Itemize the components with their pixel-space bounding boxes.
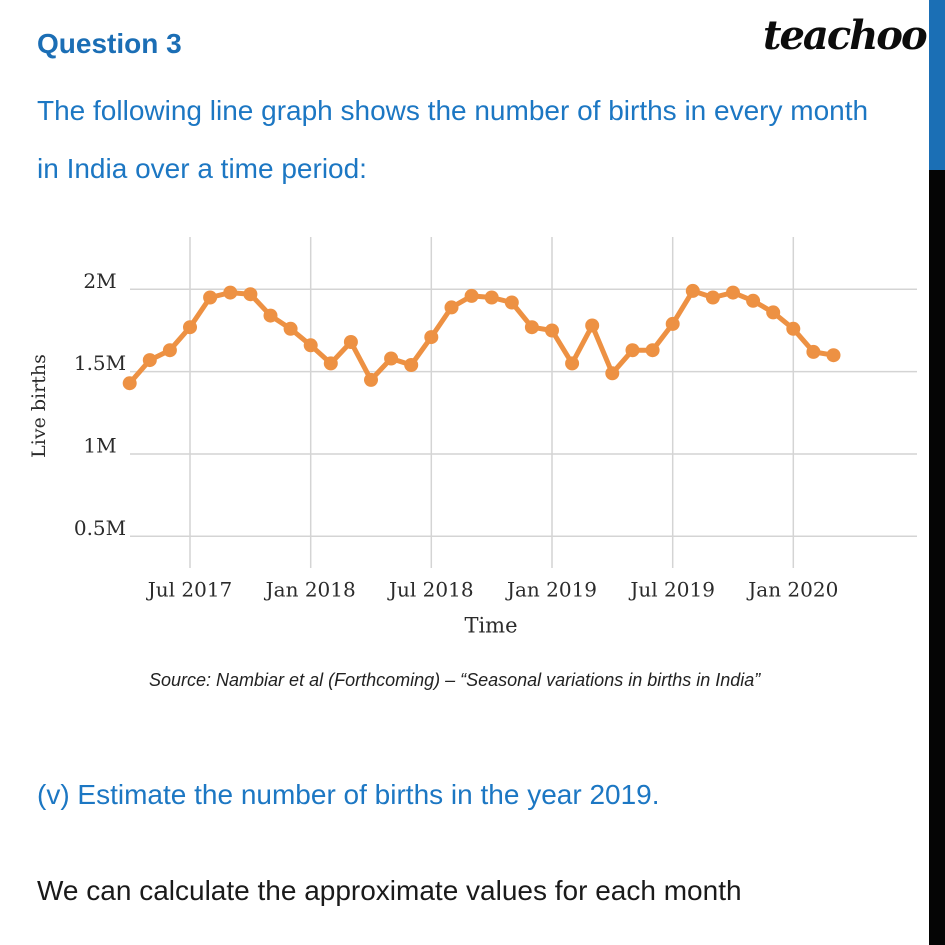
chart-point [284,322,298,336]
intro-paragraph [37,82,868,198]
x-axis-title: Time [464,613,518,638]
chart-point [485,291,499,305]
chart-point [424,330,438,344]
chart-line [130,291,834,383]
chart-point [183,320,197,334]
chart-point [626,343,640,357]
sub-question-v: (v) Estimate the number of births in the year 2019. [37,779,660,810]
x-axis-tick-label: Jan 2018 [265,577,356,602]
chart-source-citation: Source: Nambiar et al (Forthcoming) – “Seasonal variations in births in India” [149,670,761,690]
chart-point [123,376,137,390]
x-axis-tick-label: Jan 2019 [506,577,598,602]
chart-point [585,319,599,333]
answer-intro-line: We can calculate the approximate values for each month [37,875,742,906]
chart-point [264,309,278,323]
chart-point [786,322,800,336]
chart-point [605,366,619,380]
chart-point [344,335,358,349]
x-axis-tick-label: Jan 2020 [748,577,839,602]
chart-point [646,343,660,357]
y-axis-title: Live births [28,354,50,458]
chart-point [143,353,157,367]
chart-point [565,356,579,370]
x-axis-tick-label: Jul 2018 [389,577,474,602]
chart-point [243,287,257,301]
chart-point [726,286,740,300]
chart-point [746,294,760,308]
y-axis-tick-label: 1M [83,433,117,458]
chart-point [445,300,459,314]
chart-point [163,343,177,357]
chart-point [766,305,780,319]
chart-point [465,289,479,303]
chart-point [384,352,398,366]
y-axis-tick-label: 0.5M [73,515,127,540]
chart-point [404,358,418,372]
chart-point [223,286,237,300]
right-edge-black-bar [929,170,945,945]
chart-point [203,291,217,305]
intro-line-2: in India over a time period: [37,153,367,184]
y-axis-tick-label: 2M [83,268,117,293]
chart-point [364,373,378,387]
chart-point [545,324,559,338]
chart-point [806,345,820,359]
chart-point [304,338,318,352]
chart-point [505,296,519,310]
x-axis-tick-label: Jul 2019 [630,577,715,602]
intro-line-1: The following line graph shows the number of births in every month [37,95,869,126]
chart-point [525,320,539,334]
right-edge-blue-bar [929,0,945,170]
chart-point [706,291,720,305]
chart-point [686,284,700,298]
x-axis-tick-label: Jul 2017 [147,577,233,602]
y-axis-tick-label: 1.5M [73,351,127,376]
chart-point [827,348,841,362]
chart-area [0,225,945,645]
chart-point [324,356,338,370]
chart-point [666,317,680,331]
births-line-chart [0,225,945,645]
question-number-heading: Question 3 [37,28,182,59]
teachoo-logo: teachoo [763,12,926,59]
